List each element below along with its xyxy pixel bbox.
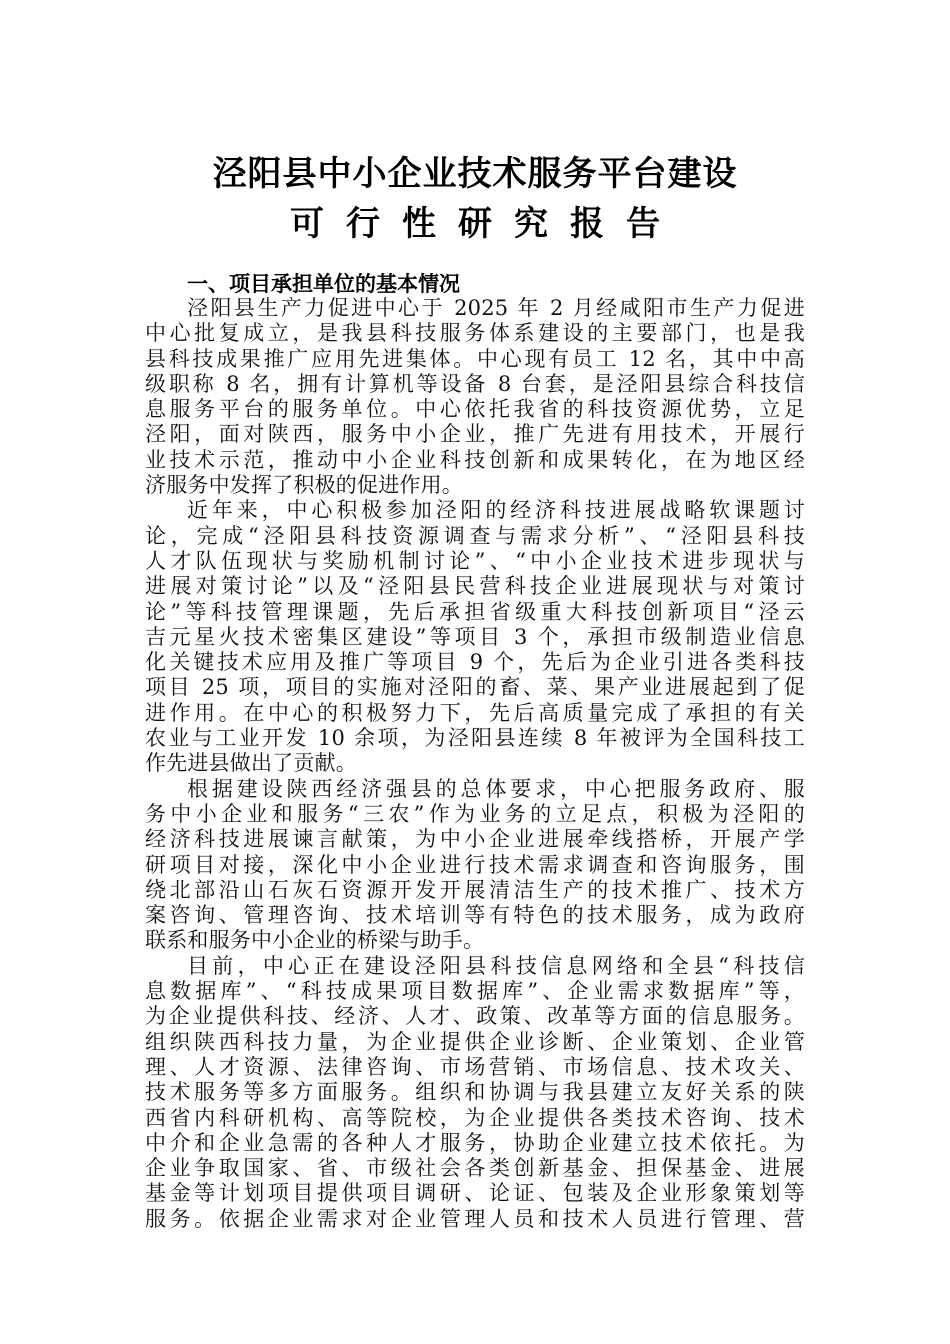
paragraph-line: 技术服务等多方面服务。组织和协调与我县建立友好关系的陕 — [145, 1080, 805, 1105]
paragraph-line: 论”等科技管理课题，先后承担省级重大科技创新项目“泾云 — [145, 599, 805, 624]
paragraph-line: 中介和企业急需的各种人才服务，协助企业建立技术依托。为 — [145, 1130, 805, 1155]
paragraph-line: 进作用。在中心的积极努力下，先后高质量完成了承担的有关 — [145, 700, 805, 725]
paragraph-line: 泾阳县生产力促进中心于 2025 年 2 月经咸阳市生产力促进 — [187, 296, 805, 320]
paragraph-line: 进展对策讨论”以及“泾阳县民营科技企业进展现状与对策讨 — [145, 574, 805, 599]
paragraph-line: 泾阳，面对陕西，服务中小企业，推广先进有用技术，开展行 — [145, 422, 805, 447]
document-title-line-2: 可行性研究报告 — [290, 204, 682, 244]
paragraph-line: 企业争取国家、省、市级社会各类创新基金、担保基金、进展 — [145, 1156, 805, 1181]
document-title-line-1: 泾阳县中小企业技术服务平台建设 — [212, 154, 738, 194]
paragraph-line: 济服务中发挥了积极的促进作用。 — [145, 473, 463, 498]
paragraph-line: 业技术示范，推动中小企业科技创新和成果转化，在为地区经 — [145, 447, 805, 472]
paragraph-line: 理、人才资源、法律咨询、市场营销、市场信息、技术攻关、 — [145, 1054, 805, 1079]
paragraph-line: 研项目对接，深化中小企业进行技术需求调查和咨询服务，围 — [145, 852, 805, 877]
paragraph-line: 组织陕西科技力量，为企业提供企业诊断、企业策划、企业管 — [145, 1029, 805, 1054]
document-body — [145, 296, 805, 1232]
paragraph-line: 作先进县做出了贡献。 — [145, 751, 357, 776]
paragraph-line: 吉元星火技术密集区建设”等项目 3 个，承担市级制造业信息 — [145, 624, 805, 649]
paragraph-line: 目前，中心正在建设泾阳县科技信息网络和全县“科技信 — [187, 953, 805, 978]
paragraph-line: 经济科技进展谏言献策，为中小企业进展牵线搭桥，开展产学 — [145, 827, 805, 852]
paragraph-line: 农业与工业开发 10 余项，为泾阳县连续 8 年被评为全国科技工 — [145, 726, 805, 751]
paragraph-line: 人才队伍现状与奖励机制讨论”、“中小企业技术进步现状与 — [145, 548, 805, 573]
paragraph-line: 基金等计划项目提供项目调研、论证、包装及企业形象策划等 — [145, 1181, 805, 1206]
paragraph-line: 级职称 8 名，拥有计算机等设备 8 台套，是泾阳县综合科技信 — [145, 371, 805, 396]
paragraph-line: 化关键技术应用及推广等项目 9 个，先后为企业引进各类科技 — [145, 650, 805, 675]
paragraph-line: 案咨询、管理咨询、技术培训等有特色的技术服务，成为政府 — [145, 903, 805, 928]
paragraph-line: 近年来，中心积极参加泾阳的经济科技进展战略软课题讨 — [187, 498, 805, 523]
paragraph-line: 县科技成果推广应用先进集体。中心现有员工 12 名，其中中高 — [145, 346, 805, 371]
paragraph-line: 根据建设陕西经济强县的总体要求，中心把服务政府、服 — [187, 776, 805, 801]
paragraph-line: 西省内科研机构、高等院校，为企业提供各类技术咨询、技术 — [145, 1105, 805, 1130]
paragraph-line: 联系和服务中小企业的桥梁与助手。 — [145, 928, 485, 953]
paragraph-line: 绕北部沿山石灰石资源开发开展清洁生产的技术推广、技术方 — [145, 877, 805, 902]
paragraph-line: 服务。依据企业需求对企业管理人员和技术人员进行管理、营 — [145, 1206, 805, 1231]
paragraph-line: 中心批复成立，是我县科技服务体系建设的主要部门，也是我 — [145, 321, 805, 346]
paragraph-line: 项目 25 项，项目的实施对泾阳的畜、菜、果产业进展起到了促 — [145, 675, 805, 700]
paragraph-line: 息数据库”、“科技成果项目数据库”、企业需求数据库”等， — [145, 979, 805, 1004]
paragraph-line: 息服务平台的服务单位。中心依托我省的科技资源优势，立足 — [145, 397, 805, 422]
section-heading: 一、项目承担单位的基本情况 — [187, 272, 460, 296]
paragraph-line: 为企业提供科技、经济、人才、政策、改革等方面的信息服务。 — [145, 1004, 805, 1029]
paragraph-line: 务中小企业和服务“三农”作为业务的立足点，积极为泾阳的 — [145, 801, 805, 826]
paragraph-line: 论，完成“泾阳县科技资源调查与需求分析”、“泾阳县科技 — [145, 523, 805, 548]
